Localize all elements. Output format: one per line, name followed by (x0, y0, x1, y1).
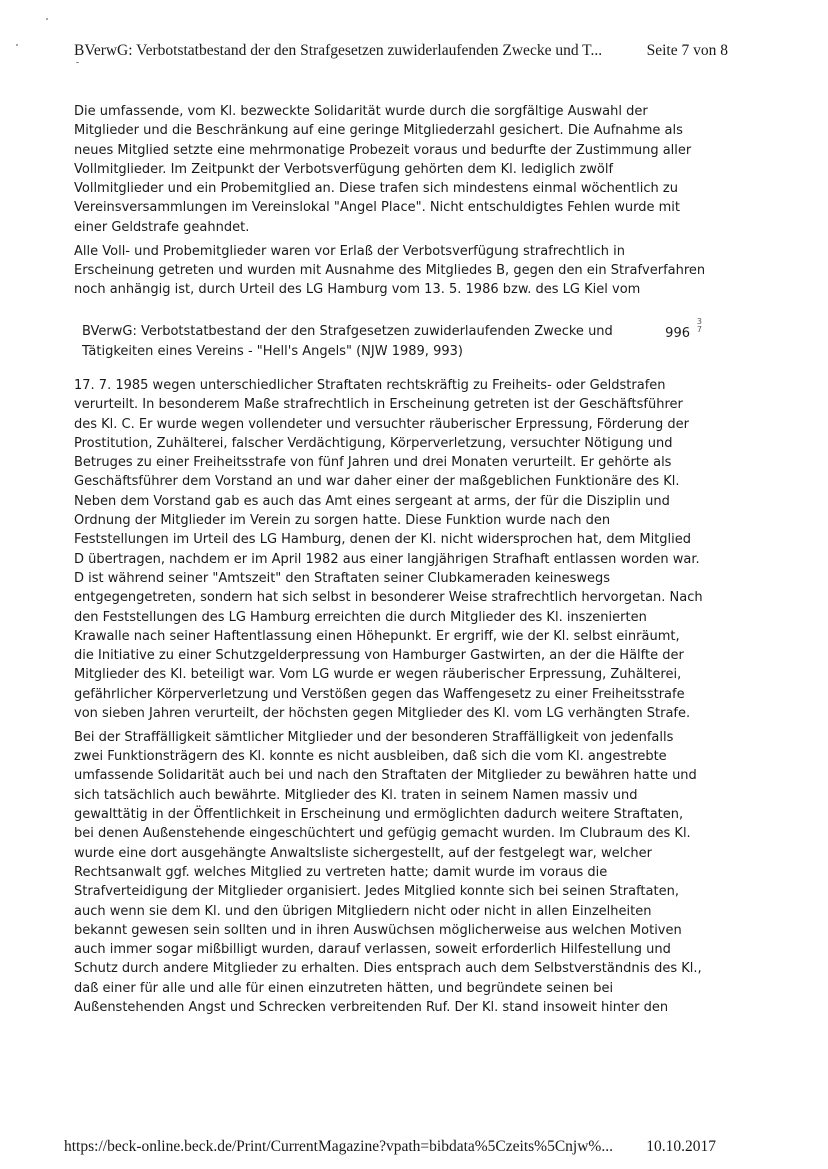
paragraph (74, 242, 730, 300)
text-line: Mitglieder und die Beschränkung auf eine geringe Mitgliederzahl gesichert. Die Aufnahme als (74, 123, 683, 139)
source-url: https://beck-online.beck.de/Print/CurrentMagazine?vpath=bibdata%5Czeits%5Cnjw%... (64, 1138, 613, 1155)
scan-speck (76, 62, 79, 63)
text-line: Ordnung der Mitglieder im Verein zu sorgen hatte. Diese Funktion wurde nach den (74, 513, 611, 529)
page-number: Seite 7 von 8 (646, 42, 728, 59)
print-date: 10.10.2017 (646, 1138, 716, 1155)
paragraph (74, 102, 730, 237)
citation-line: Tätigkeiten eines Vereins - "Hell's Angels" (NJW 1989, 993) (82, 344, 463, 359)
text-line: bekannt gewesen sein sollten und in ihren Auswüchsen möglicherweise aus welchen Motiven (74, 922, 682, 938)
text-line: wurde eine dort ausgehängte Anwaltsliste sichergestellt, auf der festgelegt war, welcher (74, 845, 652, 861)
fraction-numerator: 3 (696, 317, 702, 326)
text-line: 17. 7. 1985 wegen unterschiedlicher Straftaten rechtskräftig zu Freiheits- oder Geldstrafen (74, 378, 666, 393)
text-line: Vollmitglieder und ein Probemitglied an. Diese trafen sich mindestens einmal wöchentlich zu (74, 181, 678, 197)
citation-page-number: 996 (665, 326, 690, 341)
text-line: Feststellungen im Urteil des LG Hamburg, denen der Kl. nicht widersprochen hat, dem Mitglied (74, 532, 692, 548)
citation-reference (82, 317, 722, 362)
text-line: Mitglieder des Kl. beteiligt war. Vom LG wurde er wegen räuberischer Erpressung, Zuhälterei, (74, 667, 682, 683)
document-title: BVerwG: Verbotstatbestand der den Strafgesetzen zuwiderlaufenden Zwecke und T... (74, 42, 603, 59)
text-line: Vereinsversammlungen im Vereinslokal "Angel Place". Nicht entschuldigtes Fehlen wurde mit (74, 200, 680, 216)
text-line: Die umfassende, vom Kl. bezweckte Solidarität wurde durch die sorgfältige Auswahl der (74, 104, 648, 119)
scan-speck (16, 44, 18, 46)
text-line: Neben dem Vorstand gab es auch das Amt eines sergeant at arms, der für die Disziplin und (74, 493, 670, 509)
text-line: den Feststellungen des LG Hamburg erreichten die durch Mitglieder des Kl. inszenierten (74, 609, 647, 625)
text-line: entgegengetreten, sondern hat sich selbst in besonderer Weise strafrechtlich hervorgetan. Nach (74, 590, 703, 606)
text-line: neues Mitglied setzte eine mehrmonatige Probezeit voraus und bedurfte der Zustimmung aller (74, 142, 692, 158)
text-line: des Kl. C. Er wurde wegen vollendeter und versuchter räuberischer Erpressung, Förderung der (74, 416, 689, 432)
text-line: Rechtsanwalt ggf. welches Mitglied zu vertreten hatte; damit wurde im voraus die (74, 864, 608, 880)
text-line: Bei der Straffälligkeit sämtlicher Mitglieder und der besonderen Straffälligkeit von jedenfalls (74, 729, 674, 745)
text-line: Außenstehenden Angst und Schrecken verbreitenden Ruf. Der Kl. stand insoweit hinter den (74, 1000, 669, 1015)
document-body-top (74, 102, 730, 304)
text-line: D übertragen, nachdem er im April 1982 aus einer langjährigen Strafhaft entlassen worden war. (74, 551, 700, 567)
text-line: Schutz durch andere Mitglieder zu erhalten. Dies entsprach auch dem Selbstverständnis des Kl., (74, 961, 702, 977)
text-line: gefährlicher Körperverletzung und Verstößen gegen das Waffengesetz zu einer Freiheitsstrafe (74, 686, 685, 702)
text-line: Alle Voll- und Probemitglieder waren vor Erlaß der Verbotsverfügung strafrechtlich in (74, 243, 625, 259)
text-line: Prostitution, Zuhälterei, falscher Verdächtigung, Körperverletzung, versuchter Nötigung und (74, 435, 673, 451)
text-line: Strafverteidigung der Mitglieder organisiert. Jedes Mitglied konnte sich bei seinen Straftaten, (74, 884, 679, 900)
paragraph (74, 376, 730, 723)
text-line: einer Geldstrafe geahndet. (74, 219, 250, 235)
text-line: verurteilt. In besonderem Maße strafrechtlich in Erscheinung getreten ist der Geschäftsführer (74, 397, 683, 413)
text-line: Krawalle nach seiner Haftentlassung einen Höhepunkt. Er ergriff, wie der Kl. selbst einräumt, (74, 628, 680, 644)
paragraph (74, 728, 730, 1017)
text-line: Geschäftsführer dem Vorstand an und war daher einer der maßgeblichen Funktionäre des Kl. (74, 474, 680, 490)
text-line: umfassende Solidarität auch bei und nach den Straftaten der Mitglieder zu bewähren hatte und (74, 768, 697, 784)
text-line: zwei Funktionsträgern des Kl. konnte es nicht ausbleiben, daß sich die vom Kl. angestrebte (74, 749, 667, 765)
fraction-denominator: 7 (696, 325, 702, 334)
text-line: Vollmitglieder. Im Zeitpunkt der Verbotsverfügung gehörten dem Kl. lediglich zwölf (74, 161, 614, 177)
text-line: Betruges zu einer Freiheitsstrafe von fünf Jahren und drei Monaten verurteilt. Er gehörte als (74, 455, 672, 471)
text-line: bei denen Außenstehende eingeschüchtert und gefügig gemacht wurden. Im Clubraum des Kl. (74, 826, 691, 842)
citation-page-fraction (697, 318, 702, 334)
text-line: sich tatsächlich auch bewährte. Mitglieder des Kl. traten in seinem Namen massiv und (74, 787, 638, 803)
citation-line: BVerwG: Verbotstatbestand der den Strafgesetzen zuwiderlaufenden Zwecke und (82, 324, 613, 339)
text-line: die Initiative zu einer Schutzgelderpressung von Hamburger Gastwirten, an der die Hälfte der (74, 648, 684, 664)
text-line: von sieben Jahren verurteilt, der höchsten gegen Mitglieder des Kl. vom LG verhängten Strafe. (74, 706, 691, 722)
text-line: noch anhängig ist, durch Urteil des LG Hamburg vom 13. 5. 1986 bzw. des LG Kiel vom (74, 282, 641, 298)
text-line: auch immer sogar mißbilligt wurden, darauf verlassen, soweit erforderlich Hilfestellung und (74, 942, 671, 958)
document-body-bottom (74, 376, 730, 1022)
text-line: Erscheinung getreten und wurden mit Ausnahme des Mitgliedes B, gegen den ein Strafverfahren (74, 262, 706, 278)
text-line: gewalttätig in der Öffentlichkeit in Erscheinung und ermöglichten dadurch weitere Straftaten, (74, 807, 684, 823)
text-line: auch wenn sie dem Kl. und den übrigen Mitgliedern nicht oder nicht in allen Einzelheiten (74, 903, 652, 919)
text-line: daß einer für alle und alle für einen einzutreten hätten, und begründete seinen bei (74, 980, 614, 996)
scan-speck (46, 18, 48, 20)
text-line: D ist während seiner "Amtszeit" den Straftaten seiner Clubkameraden keineswegs (74, 570, 611, 586)
